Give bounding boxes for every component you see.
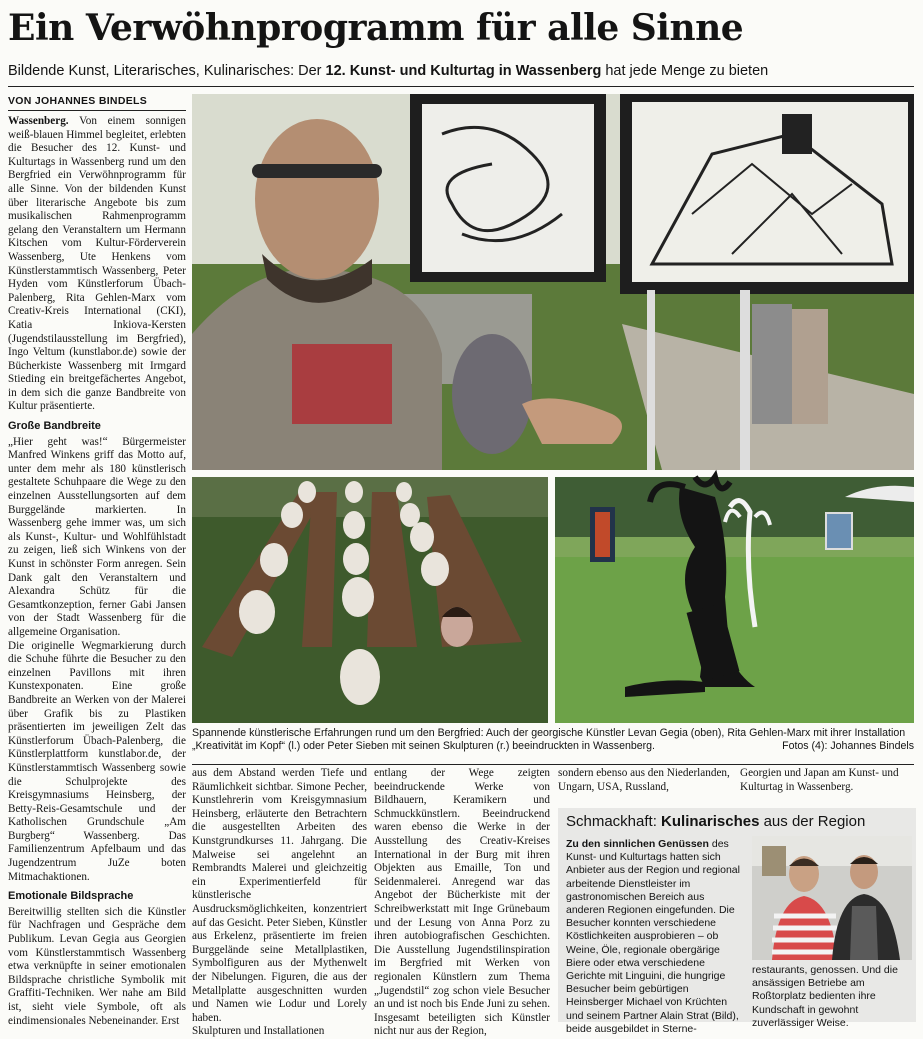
- subhead-after: hat jede Menge zu bieten: [601, 63, 769, 79]
- infobox-title-suffix: aus der Region: [759, 813, 866, 830]
- photo-artist-with-drawings: [192, 94, 914, 470]
- article-column-2: aus dem Abstand werden Tiefe und Räumlichkeit sichtbar. Simone Pecher, Kunstlehrerin vom Kreisgymnasium Heinsberg, erläuterte den Betrachtern die ausgestellten Arbeiten des Kunstgrundkurses 11. Jahrgang. Die Malweise sei angelehnt an Rembrandts Malerei und gleichzeitig ein Experimentierfeld für künstlerische Ausdrucksmöglichkeiten, konzentriert auf das Gesicht. Peter Sieben, Künstler aus Erkelenz, präsentierte im freien Burggelände seine Metallplastiken, Symbolfiguren aus der Mythenwelt der Nibelungen. Figuren, die aus der Metallplatte ausgeschnitten wurden und Namen wie Lodur und Lorely haben. Skulpturen und Installationen: [192, 767, 367, 1038]
- infobox-text: [566, 838, 744, 1036]
- photo-credit: Fotos (4): Johannes Bindels: [782, 740, 914, 752]
- subheadline: [8, 60, 918, 82]
- subhead-before: Bildende Kunst, Literarisches, Kulinarisches: Der: [8, 63, 326, 79]
- paragraph-4: Bereitwillig stellten sich die Künstler für Nachfragen und Gespräche dem Publikum. Levan Gegia aus Georgien vom Künstlerstammtisch Wassenberg etwa verknüpfte in seiner emotionalen Bildsprache christliche Symbolik mit Graffiti-Techniken. Wer nahe am Bild ist, sieht viele Symbole, oft als eindimensionales Nebeneinander. Erst: [8, 905, 186, 1027]
- caption-rule: [192, 764, 914, 765]
- subheading-bildsprache: Emotionale Bildsprache: [8, 890, 134, 903]
- photo-sculptures-illustration: [555, 477, 914, 723]
- infobox-body: des Kunst- und Kulturtags hatten sich Anbieter aus der Region und regional arbeitende Dienstleister im gastronomischen Bereich aus anderen Regionen eingefunden. Die Besucher konnten verschiedene Köstlichkeiten ausprobieren – ob Weine, Öle, regionale obergärige Biere oder etwa verschiedene Gerichte mit Linguini, die hungrige Besucher beim gebürtigen Heinsberger Michael von Krüchten und seinem Partner Alain Strat (Bild), beide ausgebildet in Sterne-: [566, 838, 740, 1035]
- infobox-title-bold: Kulinarisches: [661, 813, 760, 830]
- byline-rule: [8, 110, 186, 111]
- infobox-text-continued: restaurants, genossen. Und die ansässigen Betriebe am Roßtorplatz bedienten ihre Kundschaft in gewohnt zuverlässiger Weise.: [752, 964, 898, 1029]
- infobox-title: [566, 812, 865, 832]
- paragraph-3: Die originelle Wegmarkierung durch die Schuhe führte die Besucher zu den einzelnen Pavillons mit ihren Kunstexponaten. Eine große Bandbreite an Werken von der Malerei über Grafik bis zu Plastiken präsentierten im jeweiligen Zelt das Künstlerforum Übach-Palenberg, die Künstlerplattform kunstlabor.de, der Künstlerstammtisch Wassenberg sowie die Schulprojekte des Kreisgymnasiums Heinsberg, der Betty-Reis-Gesamtschule und der Katholischen Grundschule „Am Burgberg“ Wassenberg. Das Familienzentrum Apfelbaum und das Jugendzentrum JuZe boten Mitmachaktionen.: [8, 639, 186, 883]
- headline: Ein Verwöhnprogramm für alle Sinne: [8, 7, 744, 49]
- paragraph-1: Von einem sonnigen weiß-blauen Himmel begleitet, erlebten die Besucher des 12. Kunst- und Kulturtags in Wassenberg rund um den Bergfried ein Verwöhnprogramm für alle Sinne. Von der bildenden Kunst über literarische Angebote bis zum musikalischen Rahmenprogramm gelang den Veranstaltern um Hermann Kitschen vom Kultur-Förderverein Wassenberg, Ute Henkens vom Künstlerstammtisch Wassenberg, Peter Hyden vom Künstlerforum Übach-Palenberg, Rita Gehlen-Marx vom Creativ-Kreis International (CKI), Katia Inkiova-Kersten (Jugendstilausstellung im Bergfried), Ingo Veltum (kunstlabor.de) sowie der Bücherkiste Wassenberg mit Irmgard Stieding ein breitgefächertes Angebot, in dem sich die ganze Bandbreite von Kultur präsentierte.: [8, 115, 186, 413]
- dateline: Wassenberg.: [8, 115, 69, 127]
- subheading-bandbreite: Große Bandbreite: [8, 420, 101, 433]
- photo-caption: [192, 727, 914, 753]
- photo-heads-illustration: [192, 477, 548, 723]
- article-column-5: Georgien und Japan am Kunst- und Kulturtag in Wassenberg.: [740, 767, 899, 793]
- article-column-1: [8, 115, 186, 1027]
- article-column-3: entlang der Wege zeigten beeindruckende Werke von Bildhauern, Keramikern und Schmuckkünstlern. Beeindruckend waren ebenso die Werke in der Ausstellung des Creativ-Kreises International in der Burg mit ihren Objekten aus Emaille, Ton und Seidenmalerei. Anregend war das Angebot der Bücherkiste mit der Schreibwerkstatt mit Inge Grünebaum und der Lesung von Anna Porz zu ihren autobiografischen Geschichten. Die Ausstellung Jugendstilinspiration im Bergfried mit Werken von regionalen Künstlern zum Thema „Jugendstil“ zog schon viele Besucher an und ist noch bis Ende Juni zu sehen. Insgesamt beteiligten sich Künstler nicht nur aus der Region,: [374, 767, 550, 1038]
- photo-artist-illustration: [192, 94, 914, 470]
- paragraph-2: „Hier geht was!“ Bürgermeister Manfred Winkens griff das Motto auf, unter dem mehr als 180 künstlerisch gestaltete Schuhpaare die Wege zu den einzelnen Ausstellungsorten auf dem Burggelände markierten. In Wassenberg gehe immer was, um sich als Kunst-, Kultur- und Wohlfühlstadt zu zeigen, ließ sich Winkens von der Kunst in schönster Form anregen. Sein Dank galt den Veranstaltern und Alexandra Schütz für die Gesamtkonzeption, ferner Gabi Jansen von der Stadt Wassenberg für die allgemeine Organisation.: [8, 435, 186, 638]
- photo-chefs-illustration: [752, 836, 912, 960]
- infobox-lead: Zu den sinnlichen Genüssen: [566, 838, 709, 850]
- headline-rule: [8, 86, 914, 87]
- photo-metal-sculptures: [555, 477, 914, 723]
- byline: VON JOHANNES BINDELS: [8, 95, 148, 107]
- photo-heads-installation: [192, 477, 548, 723]
- infobox-title-prefix: Schmackhaft:: [566, 813, 662, 830]
- subhead-bold: 12. Kunst- und Kulturtag in Wassenberg: [325, 63, 602, 79]
- photo-chefs: [752, 836, 912, 960]
- article-column-4: sondern ebenso aus den Niederlanden, Ungarn, USA, Russland,: [558, 767, 730, 793]
- caption-text: Spannende künstlerische Erfahrungen rund um den Bergfried: Auch der georgische Künstler Levan Gegia (oben), Rita Gehlen-Marx mit ihrer Installation „Kreativität im Kopf“ (l.) oder Peter Sieben mit seinen Skulpturen (r.) beeindruckten in Wassenberg.: [192, 727, 906, 752]
